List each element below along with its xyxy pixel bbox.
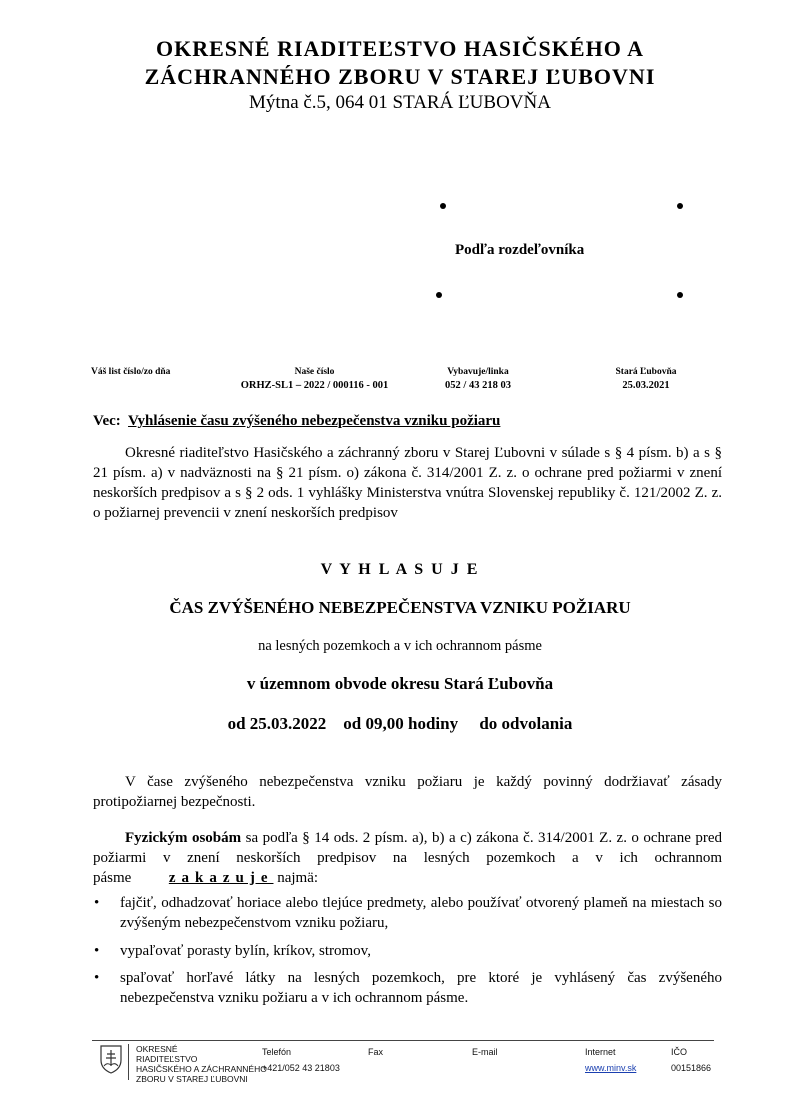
our-number-value: ORHZ-SL1 – 2022 / 000116 - 001: [240, 380, 389, 391]
footer-org: [136, 1044, 267, 1084]
body-paragraph-1: V čase zvýšeného nebezpečenstva vzniku požiaru je každý povinný dodržiavať zásady protipožiarnej bezpečnosti.: [93, 774, 722, 810]
footer-org-line: ZBORU V STAREJ ĽUBOVNI: [136, 1074, 248, 1084]
handled-by-label: Vybavuje/linka: [447, 367, 509, 377]
footer-internet-label: Internet: [585, 1047, 616, 1057]
declaration-verb: V Y H L A S U J E: [320, 561, 480, 578]
footer-internet-link[interactable]: www.minv.sk: [585, 1063, 637, 1073]
bullet-icon: •: [94, 895, 100, 911]
footer-email-label: E-mail: [472, 1047, 498, 1057]
list-item: [94, 968, 722, 1008]
list-item: [94, 941, 722, 961]
forbid-word: zakazuje: [168, 870, 274, 886]
recipient: Podľa rozdeľovníka: [455, 242, 585, 258]
list-item: [94, 893, 722, 933]
footer-phone-label: Telefón: [262, 1047, 292, 1057]
org-title-line2: ZÁCHRANNÉHO ZBORU V STAREJ ĽUBOVNI: [144, 64, 656, 89]
footer-divider: [92, 1040, 714, 1041]
slovak-coat-of-arms-icon: [99, 1044, 123, 1074]
bullet-text: vypaľovať porasty bylín, kríkov, stromov,: [120, 943, 371, 959]
address-corner-mark: [436, 292, 442, 298]
body-paragraph-2: [93, 828, 722, 888]
until: do odvolania: [479, 714, 573, 733]
from-date: od 25.03.2022: [227, 714, 327, 733]
bullet-icon: •: [94, 943, 100, 959]
intro-paragraph: Okresné riaditeľstvo Hasičského a záchranný zboru v Starej Ľubovni v súlade s § 4 písm. b) a s § 21 písm. a) v nadväznosti na § 21 písm. o) zákona č. 314/2001 Z. z. o ochrane pred požiarmi v znení neskorších predpisov a s § 2 ods. 1 vyhlášky Ministerstva vnútra Slovenskej republiky č. 121/2002 Z. z. o požiarnej prevencii v znení neskorších predpisov: [93, 445, 722, 521]
address-corner-mark: [677, 203, 683, 209]
subject-line: [93, 413, 500, 430]
handled-by-value: 052 / 43 218 03: [445, 380, 511, 391]
natural-persons: Fyzickým osobám: [125, 830, 242, 846]
declaration-period: [0, 714, 800, 734]
place-label: Stará Ľubovňa: [615, 367, 677, 377]
declaration-title: ČAS ZVÝŠENÉHO NEBEZPEČENSTVA VZNIKU POŽIARU: [169, 598, 631, 617]
footer-fax-label: Fax: [368, 1047, 384, 1057]
org-title-line1: OKRESNÉ RIADITEĽSTVO HASIČSKÉHO A: [156, 36, 644, 61]
address-corner-mark: [677, 292, 683, 298]
bullet-icon: •: [94, 970, 100, 986]
footer-ico-label: IČO: [671, 1047, 688, 1057]
para2-tail: najmä:: [273, 870, 319, 886]
subject-prefix: Vec:: [93, 413, 121, 429]
date-value: 25.03.2021: [622, 380, 670, 391]
bullet-text: spaľovať horľavé látky na lesných pozemkoch, pre ktoré je vyhlásený čas zvýšeného nebezpečenstva vzniku požiaru a v ich ochrannom pásme.: [120, 970, 722, 1006]
footer-org-line: RIADITEĽSTVO: [136, 1054, 198, 1064]
bullet-text: fajčiť, odhadzovať horiace alebo tlejúce predmety, alebo používať otvorený plameň na miestach so zvýšeným nebezpečenstvom vzniku požiaru,: [120, 895, 722, 931]
footer-phone-value: +421/052 43 21803: [262, 1063, 340, 1073]
our-number-label: Naše číslo: [294, 367, 335, 377]
from-time: od 09,00 hodiny: [343, 714, 459, 733]
declaration-territory: v územnom obvode okresu Stará Ľubovňa: [246, 674, 554, 693]
your-letter-label: Váš list číslo/zo dňa: [91, 367, 171, 377]
footer-org-line: OKRESNÉ: [136, 1044, 178, 1054]
footer-org-line: HASIČSKÉHO A ZÁCHRANNÉHO: [136, 1064, 267, 1074]
footer-ico-value: 00151866: [671, 1063, 712, 1073]
address-corner-mark: [440, 203, 446, 209]
para2-text: sa podľa § 14 ods. 2 písm. a), b) a c) zákona č. 314/2001 Z. z. o ochrane pred požiarmi v znení neskorších predpisov na lesných pozemkoch a v ich ochrannom pásme: [93, 830, 722, 886]
org-address: Mýtna č.5, 064 01 STARÁ ĽUBOVŇA: [249, 92, 551, 113]
footer-emblem-divider: [128, 1044, 129, 1080]
declaration-scope: na lesných pozemkoch a v ich ochrannom pásme: [258, 638, 542, 654]
subject-text: Vyhlásenie času zvýšeného nebezpečenstva vzniku požiaru: [128, 413, 501, 429]
